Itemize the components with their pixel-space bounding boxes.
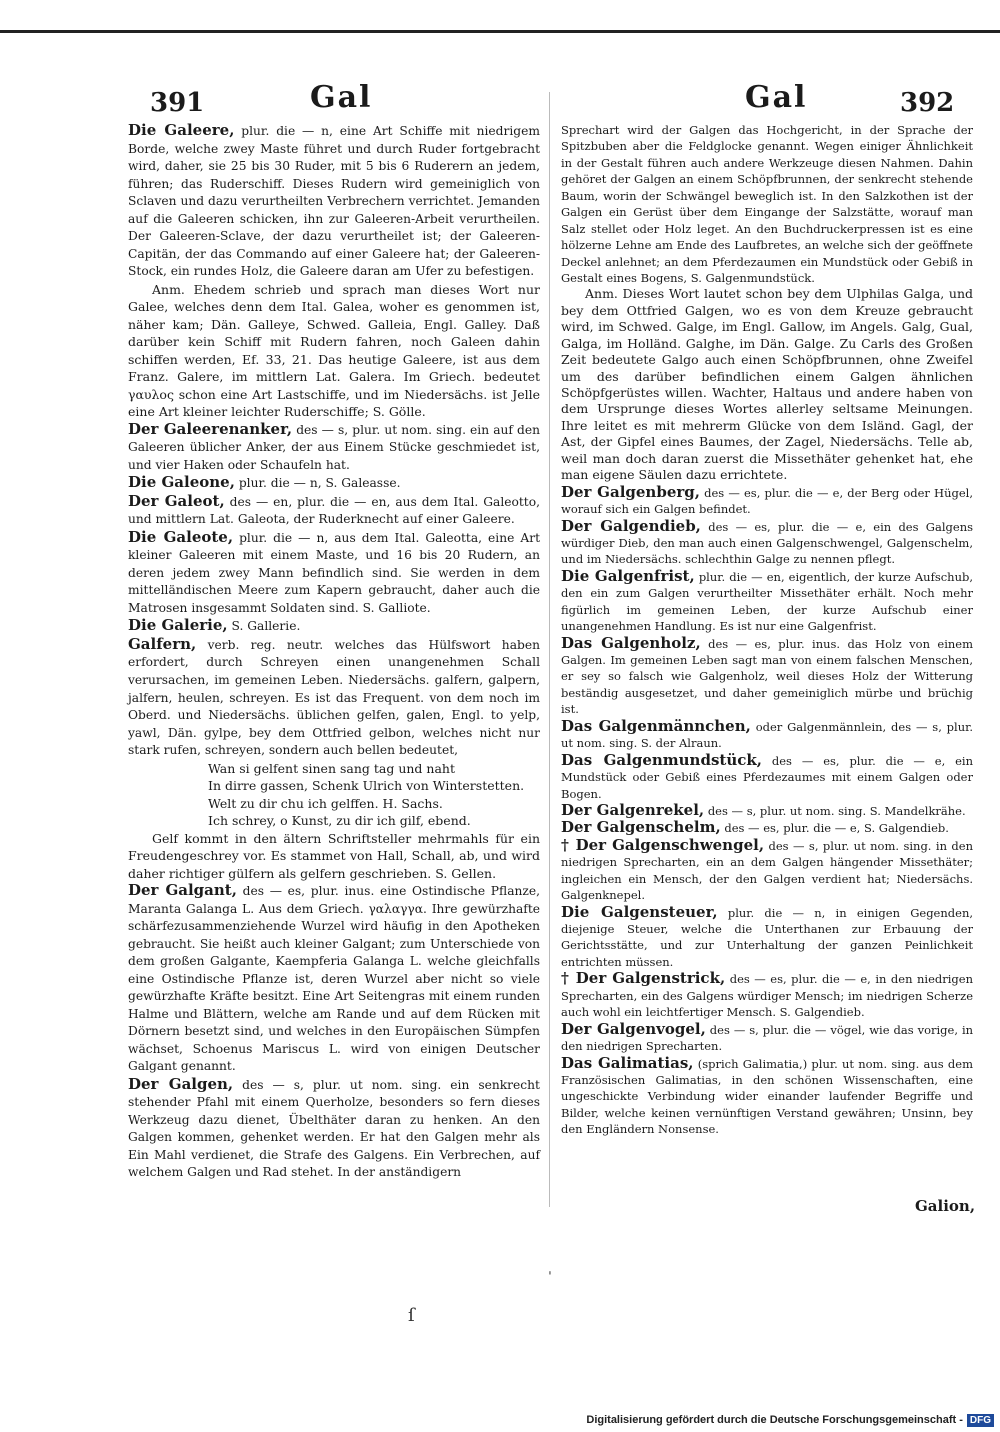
- scan-mark: ſ: [408, 1305, 415, 1326]
- entry-headword: Der Galeot,: [128, 491, 225, 510]
- entry-text: des — es, plur. die — e, ein des Galgens würdiger Dieb, den man auch einen Galgenschwengel, Galgenschelm, und im Niedersächs. schlechthin Galge zu nennen pflegt.: [561, 519, 973, 567]
- entry-headword: Die Galeone,: [128, 473, 235, 492]
- dictionary-entry: [561, 568, 973, 635]
- entry-headword: Galfern,: [128, 634, 197, 653]
- footer-text: Digitalisierung gefördert durch die Deutsche Forschungsgemeinschaft -: [586, 1414, 963, 1426]
- right-page-number: 392: [900, 88, 955, 118]
- entry-headword: Der Galgenberg,: [561, 482, 700, 501]
- dictionary-entry: [561, 1021, 973, 1055]
- dictionary-entry: [128, 617, 540, 636]
- entry-text: des — es, plur. die — e, der Berg oder Hügel, worauf sich ein Galgen befindet.: [561, 485, 973, 517]
- annotation-note: Anm. Dieses Wort lautet schon bey dem Ulphilas Galga, und bey dem Ottfried Galgen, wo es von dem Kreuze gebraucht wird, im Schwed. Galge, im Engl. Gallow, im Angels. Galg, Gual, Galga, im Holländ. Galghe, im Dän. Galge. Zu Carls des Großen Zeit bedeutete Galgo auch einen Schöpfbrunnen, ohne Zweifel um des darüber befindlichen einem Galgen ähnlichen Schöpfgerüstes willen. Wachter, Haltaus und andere haben von dem Ursprunge dieses Wortes allerley seltsame Meinungen. Ihre leitet es mit mehrerm Glücke von dem Isländ. Gagl, der Ast, der Gipfel eines Baumes, der Zagel, Niedersächs. Telle ab, weil man doch daran zuerst die Missethäter gehenket hat, ehe man eigene Säulen dazu errichtete.: [561, 286, 973, 483]
- dfg-logo: DFG: [967, 1414, 994, 1427]
- entry-headword: Der Galgen,: [128, 1074, 234, 1093]
- left-running-head: Gal: [310, 80, 373, 115]
- entry-text: des — es, plur. inus. eine Ostindische Pflanze, Maranta Galanga L. Aus dem Griech. γαλαγγα. Ihre gewürzhafte schärfezusammenziehende Wurzel wird häufig in den Apotheken gebraucht. Sie heißt auch kleiner Galgant; zum Unterschiede von dem großen Galgante, Kaempferia Galanga L. welche gleichfalls eine Ostindische Pflanze ist, deren Wurzel aber nicht so viele gewürzhafte Kräfte besitzt. Eine Art Seitengras mit einem runden Halme und Blättern, welche am Rande und auf dem Rücken mit Dörnern besetzt sind, und welches in den Europäischen Sümpfen wächset, Schoenus Mariscus L. wird von einigen Deutscher Galgant genannt.: [128, 884, 540, 1074]
- entry-headword: Die Galeote,: [128, 527, 234, 546]
- dictionary-entry: [561, 122, 973, 286]
- entry-text: des — es, plur. inus. das Holz von einem Galgen. Im gemeinen Leben sagt man von einem falschen Menschen, er sey so falsch wie Galgenholz, weil dieses Holz der Witterung beständig ausgesetzet, und daher gemeiniglich mürbe und brüchig ist.: [561, 636, 973, 717]
- entry-headword: † Der Galgenstrick,: [561, 969, 726, 988]
- annotation-note: Gelf kommt in den ältern Schriftsteller mehrmahls für ein Freudengeschrey vor. Es stammet von Hall, Schall, ab, und wird daher richtiger gülfern als gelfern geschrieben. S. Gellen.: [128, 830, 540, 881]
- dictionary-entry: [128, 1076, 540, 1182]
- entry-text: des — s, plur. ut nom. sing. S. Mandelkrähe.: [707, 803, 966, 818]
- entry-text: des — s, plur. ut nom. sing. ein auf den Galeeren üblicher Anker, der aus Einem Stücke geschmiedet ist, und vier Haken oder Schaufeln hat.: [128, 422, 540, 472]
- entry-text: des — en, plur. die — en, aus dem Ital. Galeotto, und mittlern Lat. Galeota, der Ruderknecht auf einer Galeere.: [128, 494, 540, 527]
- dictionary-entry: [561, 1055, 973, 1138]
- entry-headword: Der Galeerenanker,: [128, 419, 293, 438]
- entry-text: plur. die — n, aus dem Ital. Galeotta, eine Art kleiner Galeeren mit einem Maste, und 16 bis 20 Rudern, an deren jedem zwey Mann befindlich sind. Sie werden in dem mittelländischen Meere zum Kapern gebraucht, daher auch die Matrosen insgesammt Soldaten sind. S. Galliote.: [128, 530, 540, 615]
- entry-text: des — es, plur. die — e, ein Mundstück oder Gebiß eines Pferdezaumes mit einem Galgen oder Bogen.: [561, 753, 973, 801]
- entry-text: (sprich Galimatia,) plur. ut nom. sing. aus dem Französischen Galimatias, in den schönen Wissenschaften, eine ungeschickte Verbindung wider einander laufender Begriffe und Bilder, welche keinen vernünftigen Verstand gewähren; Unsinn, bey den Engländern Nonsense.: [561, 1056, 974, 1137]
- entry-headword: Der Galgenschelm,: [561, 818, 721, 837]
- entry-headword: Das Galgenmundstück,: [561, 750, 762, 769]
- dictionary-entry: [561, 837, 973, 904]
- entry-headword: Das Galgenholz,: [561, 633, 701, 652]
- entry-text: oder Galgenmännlein, des — s, plur. ut nom. sing. S. der Alraun.: [561, 719, 974, 751]
- quoted-verse: In dirre gassen, Schenk Ulrich von Winterstetten.: [208, 778, 525, 794]
- entry-headword: Der Galgant,: [128, 881, 237, 900]
- entry-headword: Die Galeere,: [128, 121, 235, 139]
- scan-mark: ˈ: [548, 1270, 552, 1286]
- page-gutter: [549, 92, 550, 1207]
- entry-headword: Die Galgensteuer,: [561, 902, 718, 921]
- dictionary-entry: [128, 636, 540, 760]
- dictionary-entry: [561, 752, 973, 802]
- dictionary-entry: [561, 484, 973, 518]
- dictionary-entry: [128, 421, 540, 475]
- entry-headword: Das Galgenmännchen,: [561, 716, 751, 735]
- entry-headword: Der Galgenvogel,: [561, 1019, 706, 1038]
- entry-text: Sprechart wird der Galgen das Hochgericht, in der Sprache der Spitzbuben aber die Feldglocke genannt. Wegen einiger Ähnlichkeit in der Gestalt führen auch andere Werkzeuge diesen Nahmen. Dahin gehöret der Galgen an einem Schöpfbrunnen, der senkrecht stehende Baum, worin der Schwängel beweglich ist. In den Salzkothen ist der Galgen ein Gerüst über dem Eingange der Salzstätte, worauf man Salz stellet oder Holz leget. An den Buchdruckerpressen ist es eine hölzerne Lehne am Ende des Laufbretes, an welche sich der geöffnete Deckel anlehnet; an dem Pferdezaumen ein Mundstück oder Gebiß in Gestalt eines Bogens, S. Galgenmundstück.: [561, 123, 973, 285]
- annotation-note: Anm. Ehedem schrieb und sprach man dieses Wort nur Galee, welches denn dem Ital. Galea, woher es genommen ist, näher kam; Dän. Galleye, Schwed. Galleia, Engl. Galley. Daß darüber kein Schiff mit Rudern fahren, noch Galeen dahin schiffen werden, Ef. 33, 21. Das heutige Galeere, ist aus dem Franz. Galere, im mittlern Lat. Galera. Im Griech. bedeutet γαυλος schon eine Art Lastschiffe, und im Niedersächs. ist Jelle eine Art kleiner leichter Ruderschiffe; S. Gölle.: [128, 281, 540, 420]
- entry-text: S. Gallerie.: [231, 619, 301, 634]
- top-border-rule: [0, 30, 1000, 33]
- dictionary-entry: [128, 122, 540, 281]
- entry-text: des — s, plur. die — vögel, wie das vorige, in den niedrigen Sprecharten.: [561, 1022, 974, 1054]
- entry-text: des — es, plur. die — e, S. Galgendieb.: [724, 821, 949, 836]
- dictionary-entry: [128, 529, 540, 618]
- dictionary-entry: [128, 493, 540, 529]
- dictionary-entry: [128, 474, 540, 493]
- dictionary-entry: [561, 970, 973, 1020]
- entry-text: plur. die — en, eigentlich, der kurze Aufschub, den ein zum Galgen verurtheilter Missethäter erhält. Noch mehr figürlich im gemeinen Leben, der kurze Aufschub einer unangenehmen Handlung. Es ist nur eine Galgenfrist.: [561, 569, 974, 634]
- left-page-number: 391: [150, 88, 205, 118]
- entry-headword: Das Galimatias,: [561, 1053, 694, 1072]
- entry-headword: Der Galgenrekel,: [561, 800, 705, 819]
- entry-headword: † Der Galgenschwengel,: [561, 835, 765, 854]
- entry-headword: Der Galgendieb,: [561, 516, 701, 535]
- entry-headword: Die Galerie,: [128, 616, 228, 635]
- left-column: [128, 122, 540, 1182]
- quoted-verse: Wan si gelfent sinen sang tag und naht: [208, 760, 455, 776]
- entry-text: verb. reg. neutr. welches das Hülfswort haben erfordert, durch Schreyen einen unangenehmen Schall verursachen, im gemeinen Leben. Niedersächs. galfern, galpern, jalfern, heulen, schreyen. Es ist das Frequent. von dem noch im Oberd. und Niedersächs. üblichen gelfen, galen, Engl. to yelp, yawl, Dän. gylpe, bey dem Ottfried gelbon, welches nicht nur stark rufen, schreyen, sondern auch bellen bedeutet,: [128, 637, 540, 758]
- entry-text: plur. die — n, eine Art Schiffe mit niedrigem Borde, welche zwey Maste führet und durch Ruder fortgebracht wird, daher, sie 25 bis 30 Ruder, mit 5 bis 6 Ruderern an jedem, führen; das Ruderschiff. Dieses Rudern wird gemeiniglich von Sclaven und dazu verurtheilten Verbrechern verrichtet. Jemanden auf die Galeeren schicken, ihn zur Galeeren-Arbeit verurtheilen. Der Galeeren-Sclave, der dazu verurtheilet ist; der Galeeren-Capitän, der das Commando auf einer Galeere hat; der Galeeren-Stock, ein rundes Holz, die Galeere daran am Ufer zu befestigen.: [128, 124, 540, 279]
- entry-text: des — s, plur. ut nom. sing. in den niedrigen Sprecharten, ein an dem Galgen hängender Missethäter; ingleichen ein Mensch, der den Galgen verdient hat; Niedersächs. Galgenknepel.: [561, 838, 973, 903]
- quoted-verse: Welt zu dir chu ich gelffen. H. Sachs.: [208, 795, 443, 811]
- dictionary-entry: [561, 904, 973, 971]
- dictionary-entry: [561, 819, 973, 836]
- entry-text: des — es, plur. die — e, in den niedrigen Sprecharten, ein des Galgens würdiger Mensch; im niedrigen Scherze auch wohl ein leichtfertiger Mensch. S. Galgendieb.: [561, 972, 973, 1020]
- dictionary-entry: [561, 518, 973, 568]
- right-running-head: Gal: [745, 80, 808, 115]
- dictionary-entry: [561, 802, 973, 819]
- dictionary-entry: [128, 882, 540, 1076]
- entry-text: plur. die — n, S. Galeasse.: [238, 476, 401, 491]
- entry-headword: Die Galgenfrist,: [561, 566, 695, 585]
- dictionary-entry: [561, 635, 973, 718]
- quoted-verse: Ich schrey, o Kunst, zu dir ich gilf, ebend.: [208, 813, 471, 829]
- entry-text: plur. die — n, in einigen Gegenden, diejenige Steuer, welche die Unterthanen zur Erbauung der Gerichtsstätte, und zur Unterhaltung der ganzen Peinlichkeit entrichten müssen.: [561, 905, 974, 969]
- digitization-footer: [586, 1412, 994, 1428]
- catchword: Galion,: [915, 1197, 976, 1215]
- dictionary-entry: [561, 718, 973, 752]
- entry-text: des — s, plur. ut nom. sing. ein senkrecht stehender Pfahl mit einem Querholze, besonders so fern dieses Werkzeug dazu dienet, Übelthäter daran zu henken. An den Galgen kommen, gehenket werden. Er hat den Galgen mehr als Ein Mahl verdienet, die Strafe des Galgens. Ein Verbrechen, auf welchem Galgen und Rad stehet. In der anständigern: [128, 1077, 540, 1180]
- right-column: [561, 122, 973, 1138]
